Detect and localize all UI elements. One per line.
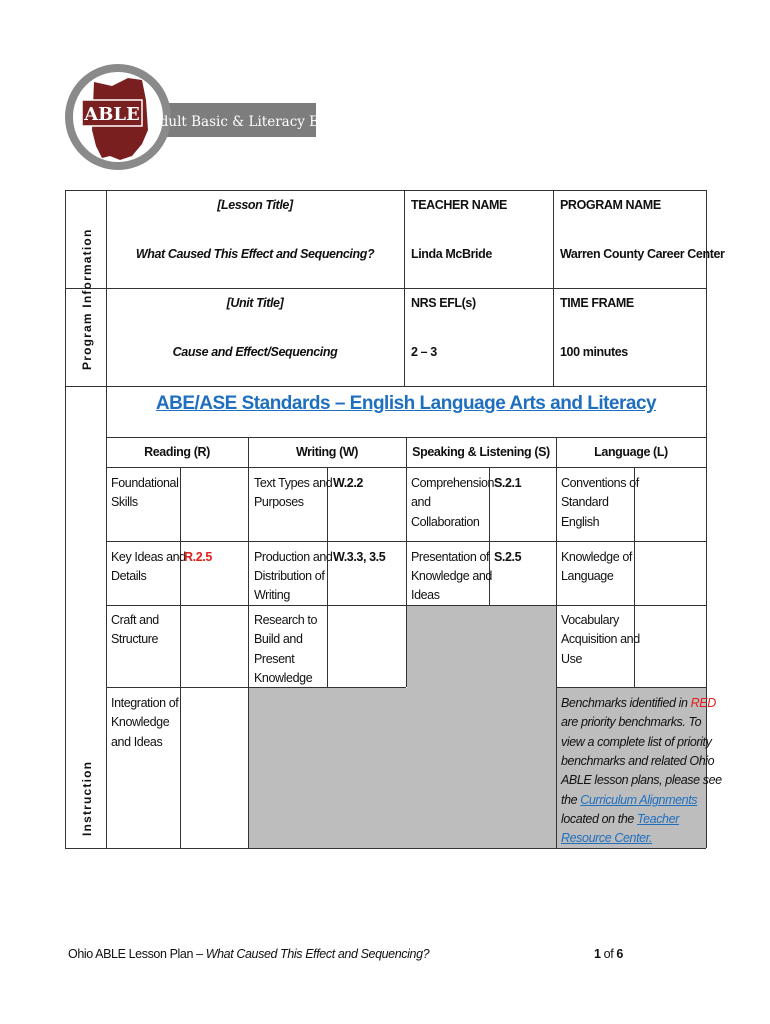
footer-title: Ohio ABLE Lesson Plan – What Caused This Effect and Sequencing? — [68, 947, 430, 961]
shaded-speaking-empty — [407, 606, 556, 848]
speaking-presentation-code: S.2.5 — [494, 550, 522, 564]
standards-title: ABE/ASE Standards – English Language Arts and Literacy — [155, 393, 657, 414]
writing-text-types-code: W.2.2 — [333, 476, 363, 490]
lesson-title: What Caused This Effect and Sequencing? — [135, 247, 375, 261]
nrs-efl-label: NRS EFL(s) — [411, 296, 476, 310]
resource-center-link[interactable]: Resource Center — [561, 831, 650, 845]
unit-title-label: [Unit Title] — [226, 296, 284, 310]
teacher-name-label: TEACHER NAME — [411, 198, 507, 212]
reading-header: Reading (R) — [144, 445, 210, 459]
unit-title: Cause and Effect/Sequencing — [172, 345, 338, 359]
language-header: Language (L) — [594, 445, 668, 459]
instruction-side-label: Instruction — [80, 760, 94, 836]
teacher-name: Linda McBride — [411, 247, 492, 261]
writing-production-code: W.3.3, 3.5 — [333, 550, 386, 564]
program-name-label: PROGRAM NAME — [560, 198, 661, 212]
program-information-side-label: Program Information — [80, 228, 94, 370]
speaking-comprehension-code: S.2.1 — [494, 476, 522, 490]
nrs-efl-value: 2 – 3 — [411, 345, 437, 359]
able-logo — [68, 60, 379, 175]
curriculum-alignments-link[interactable]: Curriculum Alignments — [580, 793, 698, 807]
page-number: 1 of 6 — [594, 947, 623, 961]
red-keyword: RED — [690, 696, 716, 710]
speaking-header: Speaking & Listening (S) — [412, 445, 550, 459]
shaded-writing-empty — [249, 688, 407, 848]
teacher-link[interactable]: Teacher — [637, 812, 679, 826]
logo-tagline: Adult Basic & Literacy Education — [150, 114, 379, 130]
writing-header: Writing (W) — [295, 445, 358, 459]
ohio-able-logo-graphic — [68, 60, 379, 175]
lesson-title-label: [Lesson Title] — [217, 198, 293, 212]
program-name: Warren County Career Center — [560, 247, 725, 261]
time-frame-value: 100 minutes — [560, 345, 628, 359]
reading-key-ideas-code: R.2.5 — [184, 550, 212, 564]
time-frame-label: TIME FRAME — [560, 296, 634, 310]
logo-badge-text: ABLE — [84, 104, 140, 125]
